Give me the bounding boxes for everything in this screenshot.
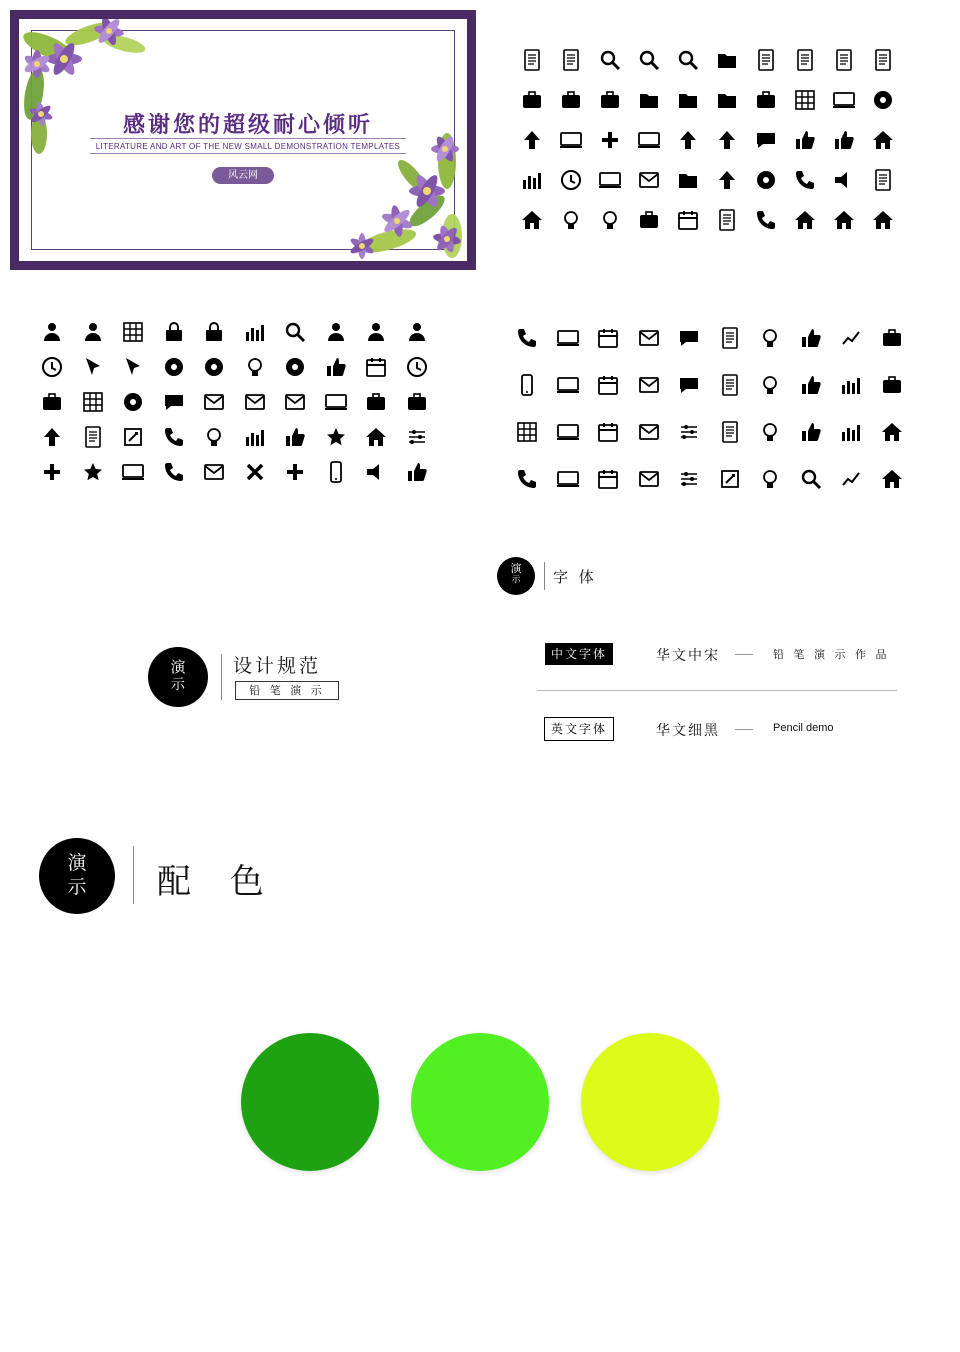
grid-table-icon [793,88,817,112]
check-mark-icon [283,425,307,449]
museum-icon [880,420,904,444]
slide-subtitle: LITERATURE AND ART OF THE NEW SMALL DEMONSTRATION TEMPLATES [95,142,401,151]
icon-set-2 [40,320,440,510]
fonts-heading: 字 体 [553,568,597,586]
sitemap-icon [598,128,622,152]
price-tag-icon [598,168,622,192]
chat-icon [677,326,701,350]
user-remove-icon [324,320,348,344]
folder-search-icon [715,48,739,72]
design-divider [221,654,222,700]
calendar-grid-icon [596,373,620,397]
colors-badge [39,838,115,914]
download-icon [520,128,544,152]
money-bag-icon [81,390,105,414]
flag-icon [202,460,226,484]
like-icon [799,420,823,444]
fonts-badge-top: 演 [510,562,522,575]
design-subheading: 铅 笔 演 示 [235,681,339,700]
subtitle-rule-top [90,138,406,139]
user-check-icon [81,320,105,344]
computer-icon [121,460,145,484]
edit-icon [718,467,742,491]
laptop-outline-icon [556,373,580,397]
save-down-icon [81,425,105,449]
tea-cup-icon [283,320,307,344]
cursor-icon [81,355,105,379]
pen-icon [676,208,700,232]
file-icon [718,373,742,397]
umbrella-icon [754,208,778,232]
calendar-icon [596,326,620,350]
mail-check-icon [283,390,307,414]
glasses-icon [715,208,739,232]
paperclip-icon [637,208,661,232]
cart-full-icon [793,168,817,192]
zoom-out-icon [676,48,700,72]
user-icon [40,320,64,344]
mail-icon [637,373,661,397]
design-badge [148,647,208,707]
user-info-icon [405,320,429,344]
purse-icon [405,390,429,414]
mail-open-icon [637,467,661,491]
mouse-icon [40,460,64,484]
case-icon [559,88,583,112]
no-entry-icon [364,425,388,449]
envelope-icon [202,390,226,414]
home-icon [520,208,544,232]
thumbs-up-icon [793,128,817,152]
tree-icon [559,128,583,152]
slide-tag: 风云网 [212,167,274,184]
trash-icon [637,168,661,192]
chinese-font-dash [735,654,753,655]
arrow-up-icon [676,128,700,152]
phone-cord-icon [162,460,186,484]
tag-icon [324,355,348,379]
design-badge-top: 演 [170,658,186,676]
unlock-icon [202,320,226,344]
printer-icon [405,460,429,484]
calendar-dark-icon [596,420,620,444]
lock-icon [162,320,186,344]
bank-icon [871,208,895,232]
stopwatch-icon [405,355,429,379]
upload-arrow-icon [715,128,739,152]
thumbs-down-icon [832,128,856,152]
thumbs-up-outline-icon [799,373,823,397]
cart-icon [559,168,583,192]
chinese-font-label: 中文字体 [545,643,613,665]
calculator-icon [81,460,105,484]
books-icon [871,168,895,192]
calendar-light-icon [596,467,620,491]
devices-icon [515,373,539,397]
phone-arrow-icon [162,425,186,449]
english-font-label: 英文字体 [544,717,614,741]
globe-icon [243,355,267,379]
color-swatch-3 [581,1033,719,1171]
wallet-icon [364,390,388,414]
bulb-icon [758,326,782,350]
bulb-outline-icon [758,373,782,397]
chinese-font-sample: 铅 笔 演 示 作 品 [773,648,890,661]
bulb-bright-icon [758,420,782,444]
subtitle-rule-bottom [90,153,406,154]
recycle-icon [405,425,429,449]
toolbox-icon [598,88,622,112]
colors-badge-bottom: 示 [67,876,87,898]
mug-icon [243,320,267,344]
envelope-icon [637,326,661,350]
monitor-icon [556,420,580,444]
puzzle-icon [202,355,226,379]
open-book-icon [754,88,778,112]
design-badge-bottom: 示 [171,677,185,693]
key-icon [121,320,145,344]
floppy-disk-icon [832,88,856,112]
design-heading: 设计规范 [233,655,322,677]
target-icon [283,355,307,379]
close-icon [243,460,267,484]
display-icon [556,467,580,491]
chinese-font-name: 华文中宋 [656,648,720,664]
star-icon [324,425,348,449]
help-icon [715,168,739,192]
fonts-badge-bottom: 示 [511,575,521,585]
lightbulb-icon [559,208,583,232]
document-icon [520,48,544,72]
laptop-icon [556,326,580,350]
icon-set-3 [515,326,915,501]
inbox-down-icon [40,425,64,449]
mobile-icon [324,460,348,484]
file-search-icon [754,48,778,72]
rss-icon [637,128,661,152]
pie-chart-icon [202,425,226,449]
colors-divider [133,846,134,904]
speaker-icon [364,460,388,484]
growth-chart-icon [839,467,863,491]
folder-arrow-icon [637,88,661,112]
columns-icon [839,420,863,444]
mail-outline-icon [637,420,661,444]
briefcase-icon [880,326,904,350]
phone-icon [515,326,539,350]
english-font-sample: Pencil demo [773,722,834,734]
chat-bubble-icon [754,128,778,152]
bar-chart-icon [243,425,267,449]
notebook-icon [559,48,583,72]
envelope-open-icon [243,390,267,414]
document-search-icon [718,326,742,350]
fonts-table-divider [537,690,897,691]
chats-icon [677,373,701,397]
colors-badge-top: 演 [67,852,87,874]
magnifier-icon [598,48,622,72]
colors-heading: 配 色 [157,862,278,902]
fonts-divider [544,562,545,590]
clipboard-icon [718,420,742,444]
coin-icon [121,390,145,414]
info-icon [754,168,778,192]
tower-icon [793,208,817,232]
english-font-dash [735,729,753,730]
bulb-light-icon [758,467,782,491]
calendar-icon [364,355,388,379]
pencil-icon [598,208,622,232]
home-icon [880,467,904,491]
trend-chart-icon [839,326,863,350]
cart-remove-icon [832,168,856,192]
users-icon [364,320,388,344]
clock-icon [40,355,64,379]
file-remove-icon [871,48,895,72]
file-add-icon [832,48,856,72]
equalizer-icon [677,467,701,491]
briefcase-icon [520,88,544,112]
english-font-name: 华文细黑 [656,723,720,739]
sale-icon [520,168,544,192]
bin-icon [676,168,700,192]
id-card-icon [324,390,348,414]
icon-set-1 [520,48,910,248]
handset-icon [515,467,539,491]
cfl-bulb-icon [799,467,823,491]
toolbox-icon [880,373,904,397]
microphone-icon [162,355,186,379]
hand-point-icon [871,128,895,152]
zoom-in-icon [637,48,661,72]
color-swatch-1 [241,1033,379,1171]
tablet-icon [515,420,539,444]
sliders-icon [677,420,701,444]
file-delete-icon [793,48,817,72]
credit-card-icon [162,390,186,414]
thumbs-up-icon [799,326,823,350]
pointer-icon [121,355,145,379]
disc-icon [871,88,895,112]
fonts-badge [497,557,535,595]
color-swatch-2 [411,1033,549,1171]
folder-open-icon [676,88,700,112]
resize-icon [121,425,145,449]
thank-you-slide [10,10,476,270]
slide-title: 感谢您的超级耐心倾听 [122,112,373,138]
bag-icon [40,390,64,414]
folder-settings-icon [715,88,739,112]
bar-chart-icon [839,373,863,397]
plus-icon [283,460,307,484]
house-icon [832,208,856,232]
